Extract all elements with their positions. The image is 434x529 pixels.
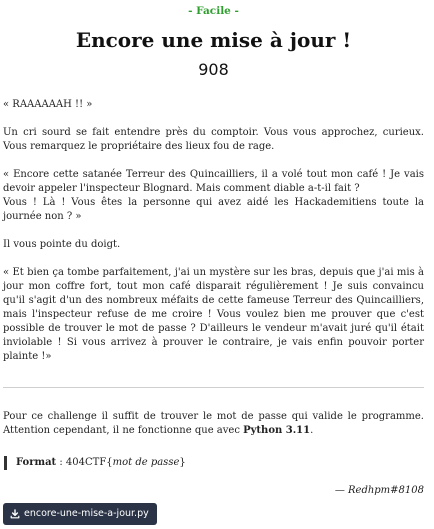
challenge-title: Encore une mise à jour !: [75, 28, 352, 52]
story-paragraph-5: « Et bien ça tombe parfaitement, j'ai un mystère sur les bras, depuis que j'ai mis à jour mon coffre fort, tout mon café disparait régulièrement ! Je suis convaincu qu'il s'agit d'un des nombreux méfaits de cette fameuse Terreur des Quincailliers, mais l'inspecteur refuse de me croire ! Vous voulez bien me prouver que c'est possible de trouver le mot de passe ? D'ailleurs le vendeur m'avait juré qu'il était inviolable ! Si vous arrivez à prouver le contraire, je vais enfin pouvoir porter plainte !»: [3, 267, 424, 362]
story-paragraph-4: Il vous pointe du doigt.: [3, 239, 121, 250]
instructions-text: Pour ce challenge il suffit de trouver le mot de passe qui valide le programme. Attention cependant, il ne fonctionne que avec: [3, 411, 424, 436]
instructions-paragraph: [3, 410, 424, 438]
section-divider: [3, 387, 424, 388]
download-label: encore-une-mise-a-jour.py: [24, 508, 149, 519]
story-paragraph-3b: Vous ! Là ! Vous êtes la personne qui avez aidé les Hackademitiens toute la journée non ? »: [3, 197, 424, 222]
format-suffix: }: [179, 457, 186, 468]
story-paragraph-3: [3, 168, 424, 224]
instructions-end: .: [310, 425, 314, 436]
download-button[interactable]: [3, 503, 157, 525]
download-icon: [10, 509, 20, 519]
story-paragraph-1: « RAAAAAAH !! »: [3, 99, 93, 110]
story-paragraph-3a: « Encore cette satanée Terreur des Quincailliers, il a volé tout mon café ! Je vais devoir appeler l'inspecteur Blognard. Mais comment diable a-t-il fait ?: [3, 169, 424, 194]
format-placeholder: mot de passe: [112, 457, 180, 468]
format-separator: :: [56, 457, 66, 468]
format-label: Format: [16, 457, 57, 468]
format-prefix: 404CTF{: [65, 457, 113, 468]
challenge-author: — Redhpm#8108: [334, 485, 424, 496]
story-paragraph-2: Un cri sourd se fait entendre près du comptoir. Vous vous approchez, curieux. Vous remarquez le propriétaire des lieux fou de rage.: [3, 127, 424, 152]
difficulty-label: - Facile -: [188, 5, 239, 17]
python-version: Python 3.11: [243, 425, 311, 436]
flag-format-block: [4, 456, 424, 470]
challenge-points: 908: [198, 60, 229, 79]
